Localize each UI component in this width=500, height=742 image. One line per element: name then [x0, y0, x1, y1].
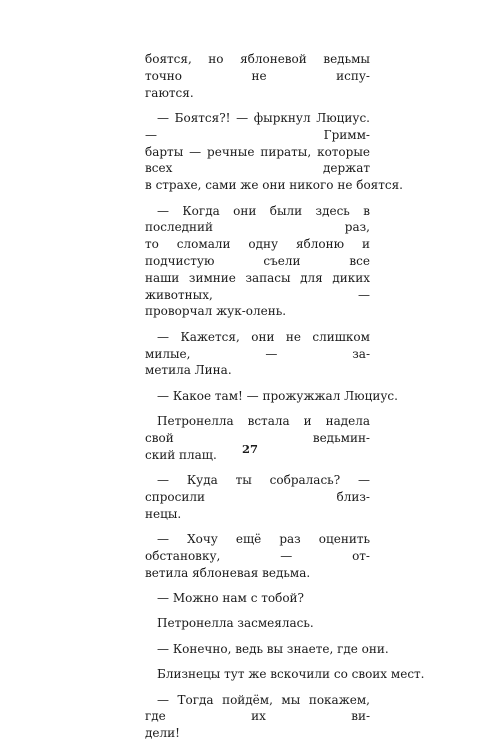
text-line: ский плащ. [145, 447, 217, 462]
paragraph [145, 590, 370, 607]
text-line: — Можно нам с тобой? [157, 591, 304, 606]
paragraph [145, 692, 370, 742]
text-line: — Кажется, они не слишком милые, — за- [145, 329, 370, 361]
text-line: нецы. [145, 506, 182, 521]
text-line: — Хочу ещё раз оценить обстановку, — от- [145, 532, 370, 563]
paragraph [145, 641, 389, 658]
text-line: боятся, но яблоневой ведьмы точно не испу- [145, 52, 370, 83]
text-line: проворчал жук-олень. [145, 304, 287, 319]
paragraph [145, 615, 370, 632]
text-line: барты — речные пираты, которые всех держат [145, 144, 370, 176]
body-text [145, 51, 425, 742]
text-line: ветила яблоневая ведьма. [145, 565, 311, 580]
text-line: дели! [145, 726, 180, 741]
text-line: в страхе, сами же они никого не боятся. [145, 178, 403, 193]
text-line: Петронелла встала и надела свой ведьмин- [145, 414, 370, 445]
paragraph [145, 203, 370, 321]
paragraph [145, 472, 370, 522]
paragraph [145, 666, 425, 683]
text-line: Близнецы тут же вскочили со своих мест. [157, 667, 425, 682]
text-line: — Какое там! — прожужжал Люциус. [157, 388, 398, 403]
text-line: — Куда ты собралась? — спросили близ- [145, 473, 370, 504]
text-line: — Когда они были здесь в последний раз, [145, 203, 370, 235]
text-line: — Тогда пойдём, мы покажем, где их ви- [145, 692, 370, 724]
text-line: — Конечно, ведь вы знаете, где они. [157, 641, 389, 656]
paragraph [145, 51, 370, 101]
paragraph [145, 329, 370, 379]
paragraph [145, 388, 398, 405]
text-line: гаются. [145, 85, 194, 100]
text-line: наши зимние запасы для диких животных, — [145, 270, 370, 302]
paragraph [145, 531, 370, 581]
text-line: — Боятся?! — фыркнул Люциус. — Гримм- [145, 110, 370, 142]
text-line: Петронелла засмеялась. [157, 616, 314, 631]
page-number: 27 [241, 442, 258, 456]
paragraph [145, 110, 403, 194]
text-line: то сломали одну яблоню и подчистую съели все [145, 237, 370, 268]
text-line: метила Лина. [145, 363, 232, 378]
